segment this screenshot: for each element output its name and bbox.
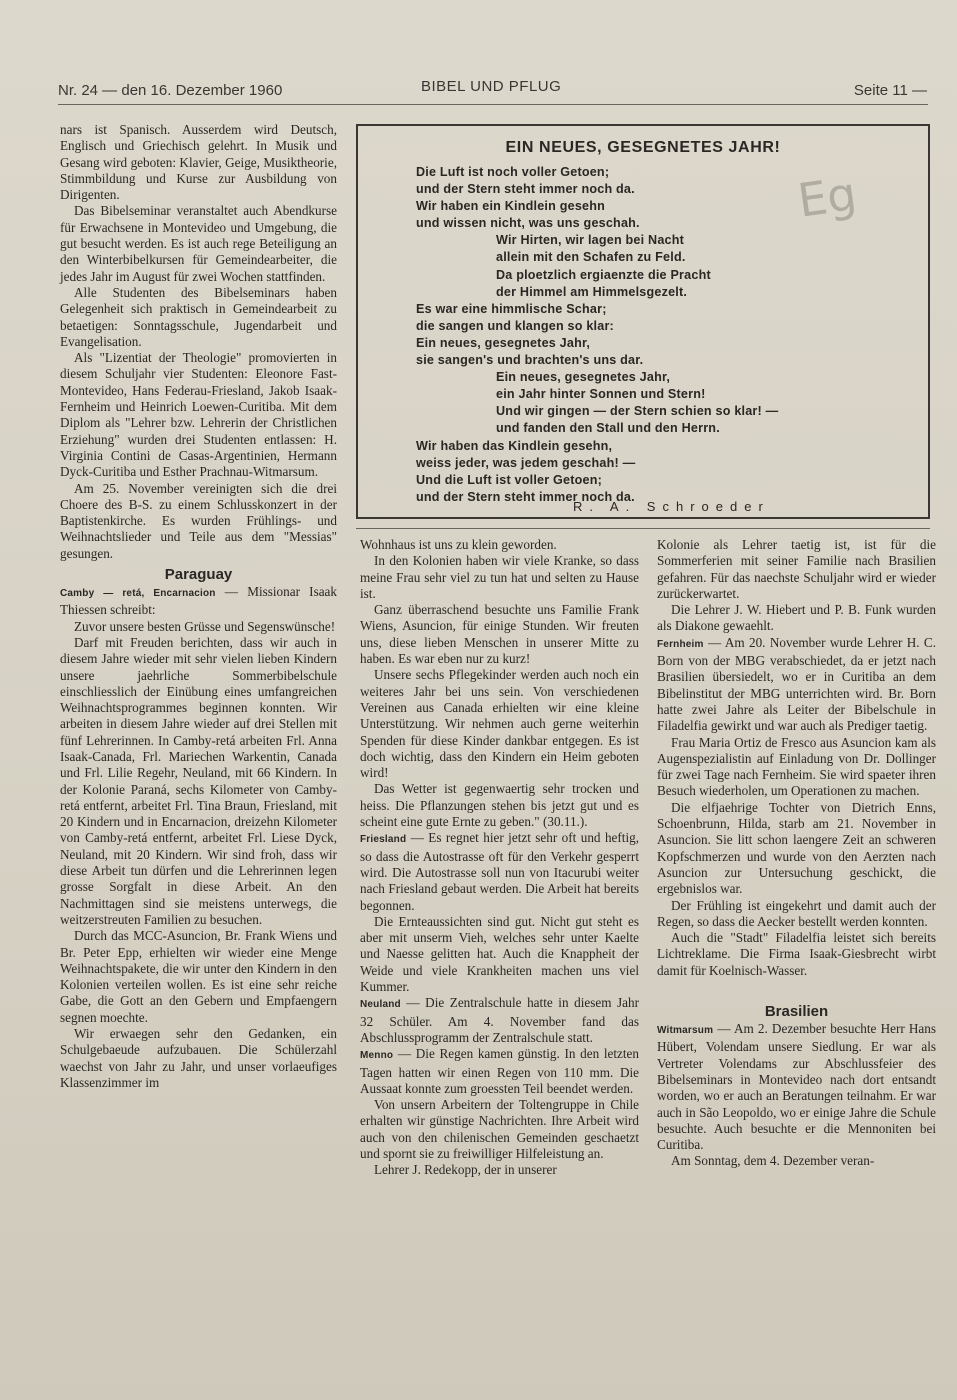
poem-line: und wissen nicht, was uns geschah. — [416, 216, 640, 231]
pencil-annotation: Eg — [794, 166, 860, 228]
poem-line: Ein neues, gesegnetes Jahr, — [416, 335, 591, 350]
article-paragraph — [60, 203, 337, 284]
paragraph-text: — Missionar Isaak Thiessen schreibt: — [60, 584, 338, 618]
section-heading: Brasilien — [764, 1003, 829, 1021]
poem-line: weiss jeder, was jedem geschah! — — [416, 455, 636, 470]
publication-title: BIBEL UND PFLUG — [421, 78, 562, 95]
poem-line: und der Stern steht immer noch da. — [416, 182, 635, 197]
section-heading: Paraguay — [164, 566, 233, 584]
paragraph-text: — Am 20. November wurde Lehrer H. C. Born von der MBG verabschiedet, da er jetzt nach Brasilien übersiedelt, wo er in Curitiba an dem Bibelinstitut der MBG unterrichten wird. Br. Born hatte zwei Jahre als Leiter der Bibelschule in Filadelfia gewirkt und war auch als Prediger taetig. — [657, 634, 936, 734]
article-paragraph — [360, 537, 639, 553]
poem-line: die sangen und klangen so klar: — [416, 318, 614, 333]
poem-line: Da ploetzlich ergiaenzte die Pracht — [496, 267, 711, 282]
poem-line: Die Luft ist noch voller Getoen; — [416, 165, 610, 179]
paragraph-text: Wir erwaegen sehr den Gedanken, ein Schulgebaeude aufzubauen. Die Schülerzahl waechst von Jahr zu Jahr, und unser vorlaeufiges Klassenzimmer im — [60, 1026, 337, 1090]
dateline: Witmarsum — [657, 1025, 714, 1037]
article-paragraph — [60, 635, 337, 928]
article-paragraph — [60, 619, 337, 635]
paragraph-text: Der Frühling ist eingekehrt und damit auch der Regen, so dass die Aecker bestellt werden konnten. — [657, 897, 936, 929]
paragraph-text: Am Sonntag, dem 4. Dezember veran- — [671, 1153, 875, 1169]
poem-line: sie sangen's und brachten's uns dar. — [416, 353, 644, 368]
poem-line: Und wir gingen — der Stern schien so klar! — — [496, 404, 779, 419]
article-paragraph — [360, 914, 639, 995]
article-paragraph — [60, 285, 337, 350]
page-number: Seite 11 — — [853, 82, 927, 99]
header-rule — [58, 104, 928, 105]
paragraph-text: Wohnhaus ist uns zu klein geworden. — [360, 537, 557, 552]
poem-line: und der Stern steht immer noch da. — [416, 489, 635, 504]
issue-date: Nr. 24 — den 16. Dezember 1960 — [58, 82, 283, 99]
article-paragraph — [657, 602, 936, 635]
column-left — [60, 122, 337, 1091]
poem-line: Wir Hirten, wir lagen bei Nacht — [496, 233, 685, 248]
dateline: Camby — retá, Encarnacion — [60, 588, 216, 600]
poem-title: EIN NEUES, GESEGNETES JAHR! — [505, 139, 781, 156]
article-paragraph — [657, 1021, 936, 1153]
article-paragraph — [60, 584, 337, 619]
paragraph-text: Als "Lizentiat der Theologie" promovierten in diesem Schuljahr vier Studenten: Eleonore Fast-Montevideo, Hans Federau-Friesland, Jakob Isaak-Fernheim und Heinrich Loewen-Curitiba. Mit dem Diplom als "Lehrer bzw. Lehrerin der Christlichen Erziehung" wurden drei Studenten entlassen: H. Virginia Contini de Casas-Argentinien, Hermann Dyck-Curitiba und Esther Prachnau-Witmarsum. — [60, 350, 337, 480]
column-middle — [360, 537, 639, 1179]
paragraph-text: Darf mit Freuden berichten, dass wir auch in diesem Jahre wieder mit sehr vielen lieben Kindern unsere jaehrliche Sommerbibelschule einschliesslich der Einübung eines umfangreichen Weihnachtsprogrammes beginnen konnten. Wir arbeiten in diesem Jahre wieder auf drei Stellen mit fünf Lehrerinnen. In Camby-retá arbeiten Frl. Anna Isaak-Canada, Frl. Mariechen Warkentin, Canada und Frl. Lilie Regehr, Neuland, mit 66 Kindern. In der Kolonie Paraná, sechs Kilometer von Camby-retá entfernt, arbeitet Frl. Tina Braun, Friesland, mit 20 Kindern und in Encarnacion, dreizehn Kilometer von Camby-retá entfernt, arbeitet Frl. Liese Dyck, Neuland, mit 20 Kindern. Wir sind froh, dass wir diese Arbeit tun dürfen und die Lehrerinnen legen grosse Sorgfalt in diese Arbeit. An den Nachmittagen sind sie meistens unterwegs, die weitzerstreuten Familien zu besuchen. — [60, 634, 337, 927]
article-paragraph — [360, 667, 639, 781]
article-paragraph — [360, 602, 639, 667]
paragraph-text: Auch die "Stadt" Filadelfia leistet sich bereits Lichtreklame. Die Firma Isaak-Giesbrecht wirbt damit für Koelnisch-Wasser. — [657, 930, 936, 978]
poem-line: und fanden den Stall und den Herrn. — [496, 421, 720, 436]
column-rule — [356, 528, 930, 529]
paragraph-text: Durch das MCC-Asuncion, Br. Frank Wiens und Br. Peter Epp, erhielten wir wieder eine Menge Weihnachtspakete, die wir unter den Kindern in den Kolonien verteilen wollen. Es ist eine sehr reiche Gabe, die Gott an den Gebern und Empfaengern segnen moechte. — [60, 928, 337, 1025]
paragraph-text: Von unsern Arbeitern der Toltengruppe in Chile erhalten wir günstige Nachrichten. Ihre Arbeit wird auch von den chilenischen Gemeinden geschaetzt und spornt sie zu freiwilliger Hilfeleistung an. — [360, 1097, 639, 1161]
paragraph-text: Das Bibelseminar veranstaltet auch Abendkurse für Erwachsene in Montevideo und Umgebung, die gut besucht werden. Es ist auch rege Beteiligung an den Winterbibelkursen für Gemeindearbeiter, die jedes Jahr im August für zwei Wochen stattfinden. — [60, 203, 337, 284]
paragraph-text: — Die Regen kamen günstig. In den letzten Tagen hatten wir einen Regen von 110 mm. Die Aussaat konnte zum groessten Teil beendet werden. — [360, 1046, 639, 1096]
poem-author: R. A. Schroeder — [573, 499, 770, 514]
article-paragraph — [657, 735, 936, 800]
article-paragraph — [657, 1153, 936, 1169]
paragraph-text: Zuvor unsere besten Grüsse und Segenswünsche! — [74, 618, 336, 634]
poem-line: ein Jahr hinter Sonnen und Stern! — [496, 387, 706, 402]
dateline: Menno — [360, 1050, 394, 1062]
dateline: Neuland — [360, 999, 401, 1011]
article-paragraph — [60, 928, 337, 1026]
paragraph-text: Die Lehrer J. W. Hiebert und P. B. Funk wurden als Diakone gewaehlt. — [657, 602, 936, 634]
poem-line: Wir haben ein Kindlein gesehn — [416, 199, 606, 214]
article-paragraph — [360, 1097, 639, 1162]
paragraph-text: Das Wetter ist gegenwaertig sehr trocken und heiss. Die Pflanzungen stehen bis jetzt gut und es scheint eine gute Ernte zu geben." (30.11.). — [360, 781, 639, 830]
poem-line: der Himmel am Himmelsgezelt. — [496, 284, 688, 299]
article-paragraph — [657, 898, 936, 931]
paragraph-text: nars ist Spanisch. Ausserdem wird Deutsch, Englisch und Griechisch gelehrt. In Musik und Gesang wird geboten: Klavier, Geige, Musiktheorie, Stimmbildung und Kurse zur Ausbildung von Dirigenten. — [60, 122, 337, 203]
poem-line: Und die Luft ist voller Getoen; — [416, 472, 603, 487]
article-paragraph — [657, 537, 936, 602]
poem-line: Es war eine himmlische Schar; — [416, 301, 607, 316]
article-paragraph — [360, 995, 639, 1046]
paragraph-text: Frau Maria Ortiz de Fresco aus Asuncion kam als Augenspezialistin auf Einladung von Dr. Dollinger für zwei Tage nach Fernheim. Sie wird spaeter ihren Besuch wiederholen, um Operationen zu machen. — [657, 734, 936, 799]
page-header — [58, 78, 927, 106]
dateline: Fernheim — [657, 638, 704, 650]
article-paragraph — [60, 122, 337, 203]
article-paragraph — [60, 350, 337, 480]
article-paragraph — [60, 1026, 337, 1091]
article-paragraph — [657, 930, 936, 979]
paragraph-text: — Es regnet hier jetzt sehr oft und heftig, so dass die Autostrasse oft für den Verkehr gesperrt wird. Die Autostrasse soll nun von Itacurubi weiter nach Friesland gebaut werden. Die Arbeit hat bereits begonnen. — [360, 830, 639, 913]
article-paragraph — [657, 800, 936, 898]
poem-line: Wir haben das Kindlein gesehn, — [416, 438, 613, 453]
paragraph-text: Am 25. November vereinigten sich die drei Choere des B-S. zu einem Schlusskonzert in der Baptistenkirche. Es wurden Frühlings- und Weihnachtslieder und Teile aus dem "Messias" gesungen. — [60, 480, 337, 561]
paragraph-text: Ganz überraschend besuchte uns Familie Frank Wiens, Asuncion, für einige Stunden. Wir freuten uns, diese lieben Menschen in unserer Mitte zu haben. Es war eben nur zu kurz! — [360, 602, 639, 667]
paragraph-text: Lehrer J. Redekopp, der in unserer — [374, 1162, 557, 1178]
article-paragraph — [360, 1046, 639, 1097]
poem-box — [356, 124, 930, 519]
article-paragraph — [360, 781, 639, 830]
poem-line: allein mit den Schafen zu Feld. — [496, 250, 686, 265]
article-paragraph — [360, 553, 639, 602]
paragraph-text: Unsere sechs Pflegekinder werden auch noch ein weiteres Jahr bei uns sein. Von verschiedenen Vereinen aus Canada erhielten wir eine kleine Unterstützung. Wir nehmen auch gerne weiterhin Spenden für diese Kinder dankbar entgegen. Es ist doch wichtig, dass den Kindern ein Heim geboten wird! — [360, 667, 639, 781]
article-paragraph — [657, 635, 936, 735]
paragraph-text: Alle Studenten des Bibelseminars haben Gelegenheit sich praktisch in Gemeindearbeit zu betaetigen: Sonntagsschule, Jugendarbeit und Evangelisation. — [60, 284, 337, 349]
paragraph-text: Die Ernteaussichten sind gut. Nicht gut steht es aber mit unserm Vieh, welches sehr unter Kaelte und Naesse gelitten hat. Auch die Knappheit der Weide und viele Krankheiten machen uns viel Kummer. — [360, 913, 639, 995]
paragraph-text: In den Kolonien haben wir viele Kranke, so dass meine Frau sehr viel zu tun hat und selten zu Hause ist. — [360, 553, 639, 601]
article-paragraph — [360, 830, 639, 913]
poem-line: Ein neues, gesegnetes Jahr, — [496, 370, 671, 385]
column-right — [657, 537, 936, 1170]
article-paragraph — [360, 1162, 639, 1178]
paragraph-text: — Die Zentralschule hatte in diesem Jahr 32 Schüler. Am 4. November fand das Abschlussprogramm der Zentralschule statt. — [360, 995, 639, 1045]
paragraph-text: — Am 2. Dezember besuchte Herr Hans Hübert, Volendam unsere Siedlung. Er war als Vertreter Volendams zur Abschlussfeier des Bibelseminars in Montevideo nach dort entsandt worden, wo er auch an Beratungen teilnahm. Er war auch in São Leopoldo, wo er einige Jahre die Schule besuchte. Auch besuchte er die Mennoniten bei Curitiba. — [657, 1021, 936, 1153]
poem-lines — [416, 164, 778, 506]
dateline: Friesland — [360, 834, 407, 846]
paragraph-text: Kolonie als Lehrer taetig ist, ist für die Sommerferien mit seiner Familie nach Brasilien gefahren. Für das naechste Schuljahr wird er wieder zurückerwartet. — [657, 537, 936, 601]
article-paragraph — [60, 481, 337, 562]
paragraph-text: Die elfjaehrige Tochter von Dietrich Enns, Schoenbrunn, Hilda, starb am 21. November in Asuncion. Sie litt schon laengere Zeit an schweren Kopfschmerzen und wurde von den Aerzten nach Asuncion zur Untersuchung geschickt, die ergebnislos war. — [657, 799, 936, 897]
